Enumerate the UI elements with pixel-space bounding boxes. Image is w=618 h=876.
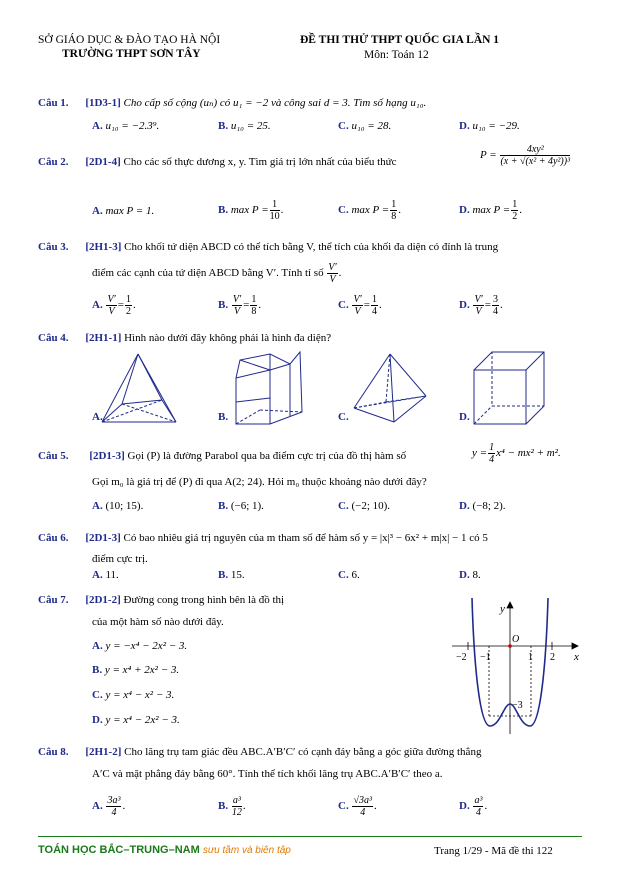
- q8-option-d[interactable]: D. $\frac{\text{a³}}{4}$ .: [459, 795, 488, 818]
- question-8: Câu 8. [2H1-2] Cho lăng trụ tam giác đều ABC.A′B′C′ có cạnh đáy bằng a góc giữa đường thẳng: [38, 746, 482, 758]
- q1-option-b[interactable]: B. u₁₀ = 25.: [218, 120, 271, 132]
- q2-option-d[interactable]: D. max P = $\frac{1}{2}$ .: [459, 199, 522, 222]
- q1-label: Câu 1.: [38, 97, 69, 109]
- question-1: [38, 96, 426, 109]
- origin-label: O: [512, 634, 520, 645]
- q7-option-d[interactable]: D. y = x⁴ − 2x² − 3.: [92, 714, 180, 726]
- q5-function: y = $\frac{1}{4}$ x⁴ − mx² + m².: [472, 442, 561, 465]
- q2-option-b[interactable]: B. max P = $\frac{1}{10}$ .: [218, 199, 284, 222]
- q3-option-d[interactable]: D. $\frac{V'}{V}$ = $\frac{3}{4}$ .: [459, 294, 503, 317]
- q1-option-a[interactable]: A. u₁₀ = −2.3⁹.: [92, 120, 160, 132]
- q1-option-d[interactable]: D. u₁₀ = −29.: [459, 120, 520, 132]
- q1-code: [1D3-1]: [85, 97, 121, 109]
- footer-page-info: Trang 1/29 - Mã đề thi 122: [434, 845, 553, 857]
- q4-option-a[interactable]: A.: [92, 411, 103, 423]
- q3-option-b[interactable]: B. $\frac{V'}{V}$ = $\frac{1}{8}$ .: [218, 294, 262, 317]
- q1-text: Cho cấp số cộng (uₙ) có u₁ = −2 và công sai d = 3. Tìm số hạng u₁₀.: [123, 97, 427, 109]
- footer-brand-name: TOÁN HỌC BẮC–TRUNG–NAM: [38, 844, 200, 856]
- q8-option-a[interactable]: A. $\frac{\text{3a³}}{4}$ .: [92, 795, 126, 818]
- q6-option-b[interactable]: B. 15.: [218, 569, 245, 581]
- q4-figure-a-pyramid: [100, 352, 180, 427]
- question-3-line2: điểm các cạnh của tứ diện ABCD bằng V′. Tính tỉ số $\frac{V'}{V}$ .: [92, 262, 342, 285]
- y-axis-arrow-icon: [507, 602, 513, 608]
- question-6-line2: điểm cực trị.: [92, 553, 148, 565]
- q8-option-b[interactable]: B. $\frac{\text{a³}}{12}$ .: [218, 795, 246, 818]
- question-6: Câu 6. [2D1-3] Có bao nhiêu giá trị nguyên của m tham số để hàm số y = |x|³ − 6x² + m|x| − 1 có 5: [38, 532, 488, 544]
- x-label: x: [574, 651, 579, 663]
- dept-name: SỞ GIÁO DỤC & ĐÀO TẠO HÀ NỘI: [38, 34, 221, 46]
- q4-option-d[interactable]: D.: [459, 411, 470, 423]
- question-5-line2: Gọi m₀ là giá trị để (P) đi qua A(2; 24). Hỏi m₀ thuộc khoảng nào dưới đây?: [92, 476, 427, 488]
- question-4: Câu 4. [2H1-1] Hình nào dưới đây không phải là hình đa diện?: [38, 332, 332, 344]
- question-7-line2: của một hàm số nào dưới đây.: [92, 616, 224, 628]
- footer-rule: [38, 836, 582, 837]
- school-name: TRƯỜNG THPT SƠN TÂY: [62, 48, 201, 60]
- q7-option-b[interactable]: B. y = x⁴ + 2x² − 3.: [92, 664, 180, 676]
- q4-figure-b-compound: [230, 350, 305, 428]
- question-7: Câu 7. [2D1-2] Đường cong trong hình bên là đồ thị: [38, 594, 285, 606]
- footer-brand: [38, 844, 291, 856]
- q6-option-d[interactable]: D. 8.: [459, 569, 481, 581]
- q4-figure-d-cube: [470, 350, 550, 428]
- q2-option-c[interactable]: C. max P = $\frac{1}{8}$ .: [338, 199, 401, 222]
- tick-2: 2: [550, 652, 555, 663]
- q6-option-c[interactable]: C. 6.: [338, 569, 360, 581]
- footer-brand-tagline: sưu tầm và biên tập: [202, 845, 291, 856]
- tick-minus-3: −3: [512, 700, 523, 711]
- q2-formula: P = $\frac{\text{4xy²}}{\text{(x + √(x² + 4y²))³}}$: [480, 144, 571, 167]
- q8-option-c[interactable]: C. $\frac{\text{√3a³}}{4}$ .: [338, 795, 377, 818]
- q7-graph: [450, 598, 585, 738]
- question-3: Câu 3. [2H1-3] Cho khối tứ diện ABCD có thể tích bằng V, thể tích của khối đa diện có đỉnh là trung: [38, 241, 499, 253]
- exam-subject: Môn: Toán 12: [364, 49, 429, 61]
- q5-option-c[interactable]: C. (−2; 10).: [338, 500, 391, 512]
- question-5: Câu 5. [2D1-3] Gọi (P) là đường Parabol qua ba điểm cực trị của đồ thị hàm số: [38, 450, 407, 462]
- q7-option-c[interactable]: C. y = x⁴ − x² − 3.: [92, 689, 175, 701]
- q4-option-c[interactable]: C.: [338, 411, 349, 423]
- q1-option-c[interactable]: C. u₁₀ = 28.: [338, 120, 392, 132]
- tick-minus-1: −1: [480, 652, 491, 663]
- question-2: Câu 2. [2D1-4] Cho các số thực dương x, y. Tìm giá trị lớn nhất của biểu thức: [38, 156, 397, 168]
- q4-figure-c-tetrahedron: [350, 352, 430, 427]
- tick-1: 1: [528, 652, 533, 663]
- x-axis-arrow-icon: [572, 643, 578, 649]
- q4-option-b[interactable]: B.: [218, 411, 229, 423]
- exam-title: ĐỀ THI THỬ THPT QUỐC GIA LẦN 1: [300, 34, 500, 46]
- y-label: y: [500, 603, 505, 615]
- q5-option-a[interactable]: A. (10; 15).: [92, 500, 144, 512]
- q3-option-a[interactable]: A. $\frac{V'}{V}$ = $\frac{1}{2}$ .: [92, 294, 136, 317]
- q2-option-a[interactable]: A. max P = 1.: [92, 205, 155, 217]
- q5-option-d[interactable]: D. (−8; 2).: [459, 500, 506, 512]
- q5-option-b[interactable]: B. (−6; 1).: [218, 500, 264, 512]
- q6-option-a[interactable]: A. 11.: [92, 569, 119, 581]
- q3-option-c[interactable]: C. $\frac{V'}{V}$ = $\frac{1}{4}$ .: [338, 294, 382, 317]
- question-8-line2: A′C và mặt phẳng đáy bằng 60°. Tính thể tích khối lăng trụ ABC.A′B′C′ theo a.: [92, 768, 443, 780]
- tick-minus-2: −2: [456, 652, 467, 663]
- q7-option-a[interactable]: A. y = −x⁴ − 2x² − 3.: [92, 640, 188, 652]
